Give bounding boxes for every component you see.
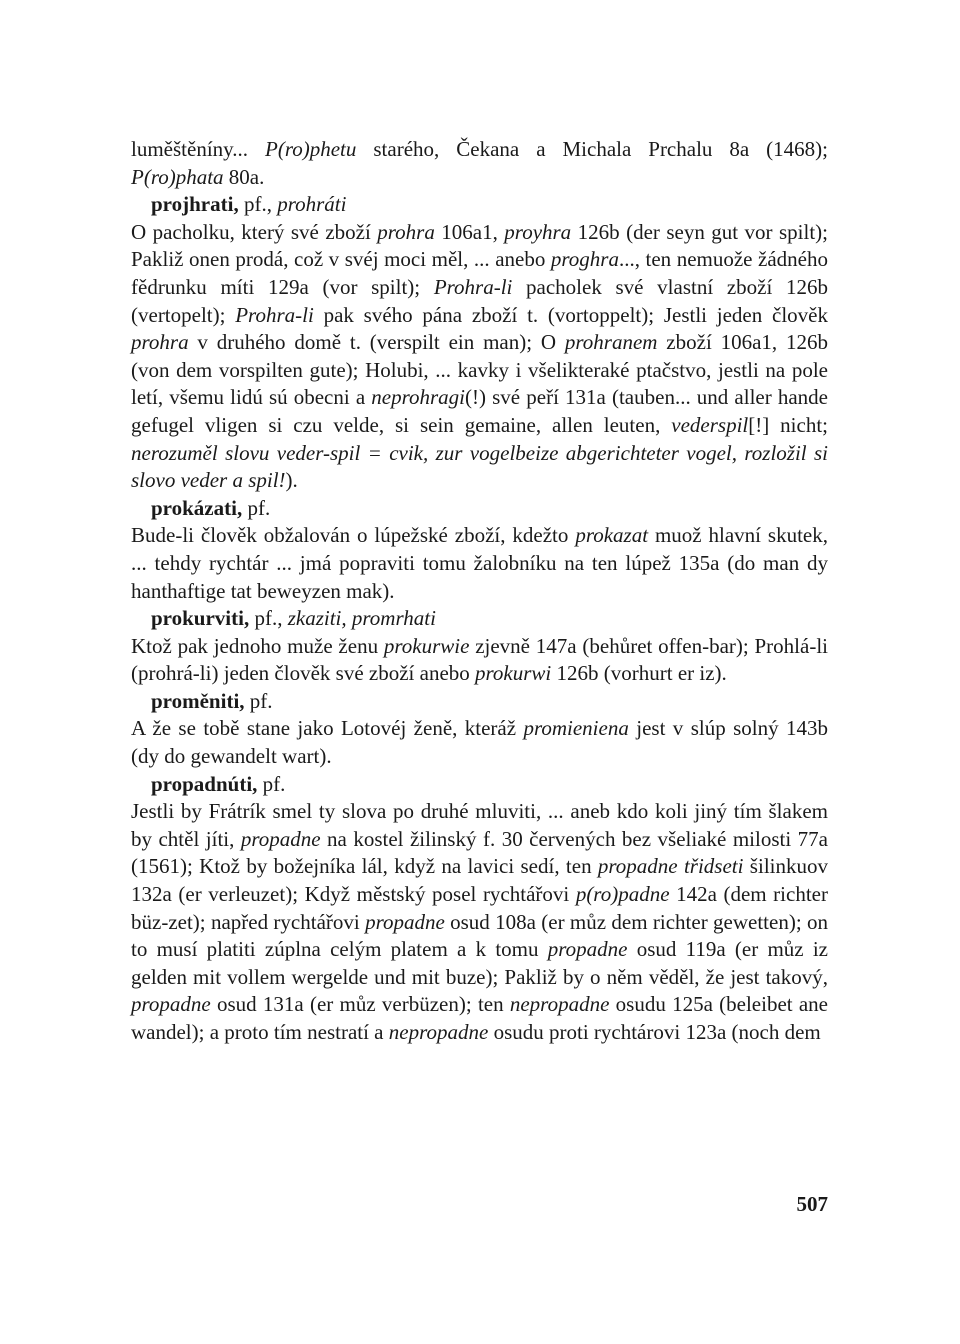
text-run: 142a (dem richter büz-zet); napřed rychtářovi bbox=[131, 882, 828, 934]
italic-run: nepropadne bbox=[388, 1020, 489, 1044]
part-of-speech: pf. bbox=[244, 688, 273, 713]
page-number: 507 bbox=[796, 1192, 828, 1216]
italic-run: propadne bbox=[131, 992, 211, 1017]
part-of-speech: pf. bbox=[242, 495, 271, 520]
entry-heading-prokurviti bbox=[131, 605, 828, 633]
part-of-speech: pf. bbox=[257, 771, 286, 796]
text-run: zboží 106a1, 126b (von dem vorspilten gute); Holubi, ... kavky i všelikteraké ptačstvo, jestli na pole letí, všemu lidú sú obecni a bbox=[131, 330, 829, 410]
text-run: 80a. bbox=[223, 164, 265, 189]
text-run: pacholek své vlastní zboží 126b (vertopelt); bbox=[131, 274, 828, 327]
text-run: pak svého pána zboží t. (vortoppelt); Jestli jeden člověk bbox=[313, 302, 828, 327]
text-run: osud 131a (er můz verbüzen); ten bbox=[210, 992, 510, 1017]
text-run: 126b (vorhurt er iz). bbox=[551, 661, 727, 686]
headword: proměniti, bbox=[151, 688, 245, 713]
entry-heading-promeniti bbox=[131, 688, 828, 716]
italic-run: nepropadne bbox=[509, 992, 610, 1017]
headword: propadnúti, bbox=[151, 771, 258, 796]
text-run: 106a1, bbox=[434, 219, 505, 244]
headword: prokurviti, bbox=[151, 606, 250, 631]
entry-continuation bbox=[131, 136, 828, 191]
text-run: šilinkuov 132a (er verleuzet); Když městský posel rychtářovi bbox=[131, 854, 828, 907]
italic-run: nerozuměl slovu veder-spil = cvik, zur vogelbeize abgerichteter vogel, rozložil si slovo veder a spil! bbox=[131, 440, 828, 493]
italic-run: prohra bbox=[377, 219, 435, 244]
part-of-speech: pf., bbox=[238, 192, 278, 217]
entry-body-projhrati bbox=[131, 219, 828, 495]
text-run: ..., ten nemuože žádného fědrunku míti 129a (vor spilt); bbox=[131, 247, 828, 299]
italic-run: propadne bbox=[547, 937, 628, 962]
italic-run: propadne bbox=[365, 909, 445, 934]
text-run: osud 108a (er můz dem richter gewetten); on to musí platiti zúplna celým platem a k tomu bbox=[131, 909, 828, 962]
italic-run: prohranem bbox=[564, 330, 658, 355]
italic-run: prokurwie bbox=[383, 633, 470, 658]
italic-run: promieniena bbox=[523, 716, 629, 741]
entry-body-prokazati bbox=[131, 522, 828, 605]
text-run: na kostel žilinský f. 30 červených bez všeliaké milosti 77a (1561); Ktož by božejníka lál, když na lavici sedí, ten bbox=[131, 826, 828, 879]
text-run: muož hlavní skutek, ... tehdy rychtár ... jmá popraviti tomu žalobníku na ten lúpež 135a (do man dy hanthaftige tat beweyzen mak). bbox=[131, 523, 828, 603]
text-run: [!] nicht; bbox=[748, 412, 829, 437]
italic-run: propadne bbox=[240, 826, 321, 851]
text-run: ). bbox=[285, 468, 298, 493]
page-text bbox=[131, 136, 828, 1047]
text-run: Jestli by Frátrík smel ty slova po druhé mluviti, ... aneb kdo koli jiný tím šlakem by chtěl jíti, bbox=[131, 799, 828, 851]
gloss: prohráti bbox=[277, 192, 347, 217]
entry-heading-projhrati bbox=[131, 191, 828, 219]
entry-body-prokurviti bbox=[131, 633, 828, 688]
text-run: luměštěníny bbox=[131, 137, 233, 161]
italic-run: neprohragi bbox=[371, 385, 466, 410]
italic-run: proyhra bbox=[504, 219, 572, 244]
italic-run: prohra bbox=[131, 330, 189, 355]
text-run: Ktož pak jednoho muže ženu bbox=[131, 633, 384, 658]
entry-heading-prokazati bbox=[131, 495, 828, 523]
entry-body-propadnuti bbox=[131, 798, 828, 1046]
text-run: v druhého domě t. (verspilt ein man); O bbox=[188, 330, 565, 355]
italic-run: proghra bbox=[550, 247, 619, 272]
headword: prokázati, bbox=[151, 495, 243, 520]
italic-run: vederspil bbox=[671, 412, 749, 437]
italic-run: P(ro)phetu bbox=[265, 137, 357, 161]
text-run: A že se tobě stane jako Lotovéj ženě, kteráž bbox=[131, 716, 524, 741]
text-run: osud 119a (er můz iz gelden mit vollem wergelde und mit buze); Pakliž by o něm věděl, že jest takový, bbox=[131, 937, 828, 989]
text-run: 126b (der seyn gut vor spilt); Pakliž onen prodá, což v svéj moci měl, ... anebo bbox=[131, 219, 828, 272]
entry-heading-propadnuti bbox=[131, 771, 828, 799]
entry-body-promeniti bbox=[131, 715, 828, 770]
text-run: zjevně 147a (behůret offen-bar); Prohlá-li (prohrá-li) jeden člověk své zboží anebo bbox=[131, 633, 828, 686]
italic-run: propadne třidseti bbox=[597, 854, 744, 879]
italic-run: P(ro)phata bbox=[131, 164, 224, 189]
italic-run: Prohra-li bbox=[433, 274, 513, 299]
text-run: O pacholku, který své zboží bbox=[131, 219, 378, 244]
italic-run: prokurwi bbox=[475, 661, 552, 686]
text-run: (!) své peří 131a (tauben... und aller hande gefugel vligen si czu velde, si sein gemaine, allen leuten, bbox=[131, 385, 829, 437]
headword: projhrati, bbox=[151, 192, 239, 217]
part-of-speech: pf., bbox=[249, 606, 288, 631]
text-run: jest v slúp solný 143b (dy do gewandelt wart). bbox=[131, 716, 828, 769]
italic-run: Prohra-li bbox=[235, 302, 314, 327]
italic-run: prokazat bbox=[575, 523, 649, 548]
text-run: ... bbox=[232, 137, 266, 161]
text-run: Bude-li člověk obžalován o lúpežské zboží, kdežto bbox=[131, 523, 576, 548]
text-run: osudu proti rychtárovi 123a (noch dem bbox=[488, 1020, 821, 1044]
gloss: zkaziti, promrhati bbox=[287, 606, 436, 631]
text-run: starého, Čekana a Michala Prchalu 8a (1468); bbox=[356, 137, 829, 161]
text-run: osudu 125a (beleibet ane wandel); a proto tím nestratí a bbox=[131, 992, 828, 1044]
italic-run: p(ro)padne bbox=[575, 882, 670, 907]
